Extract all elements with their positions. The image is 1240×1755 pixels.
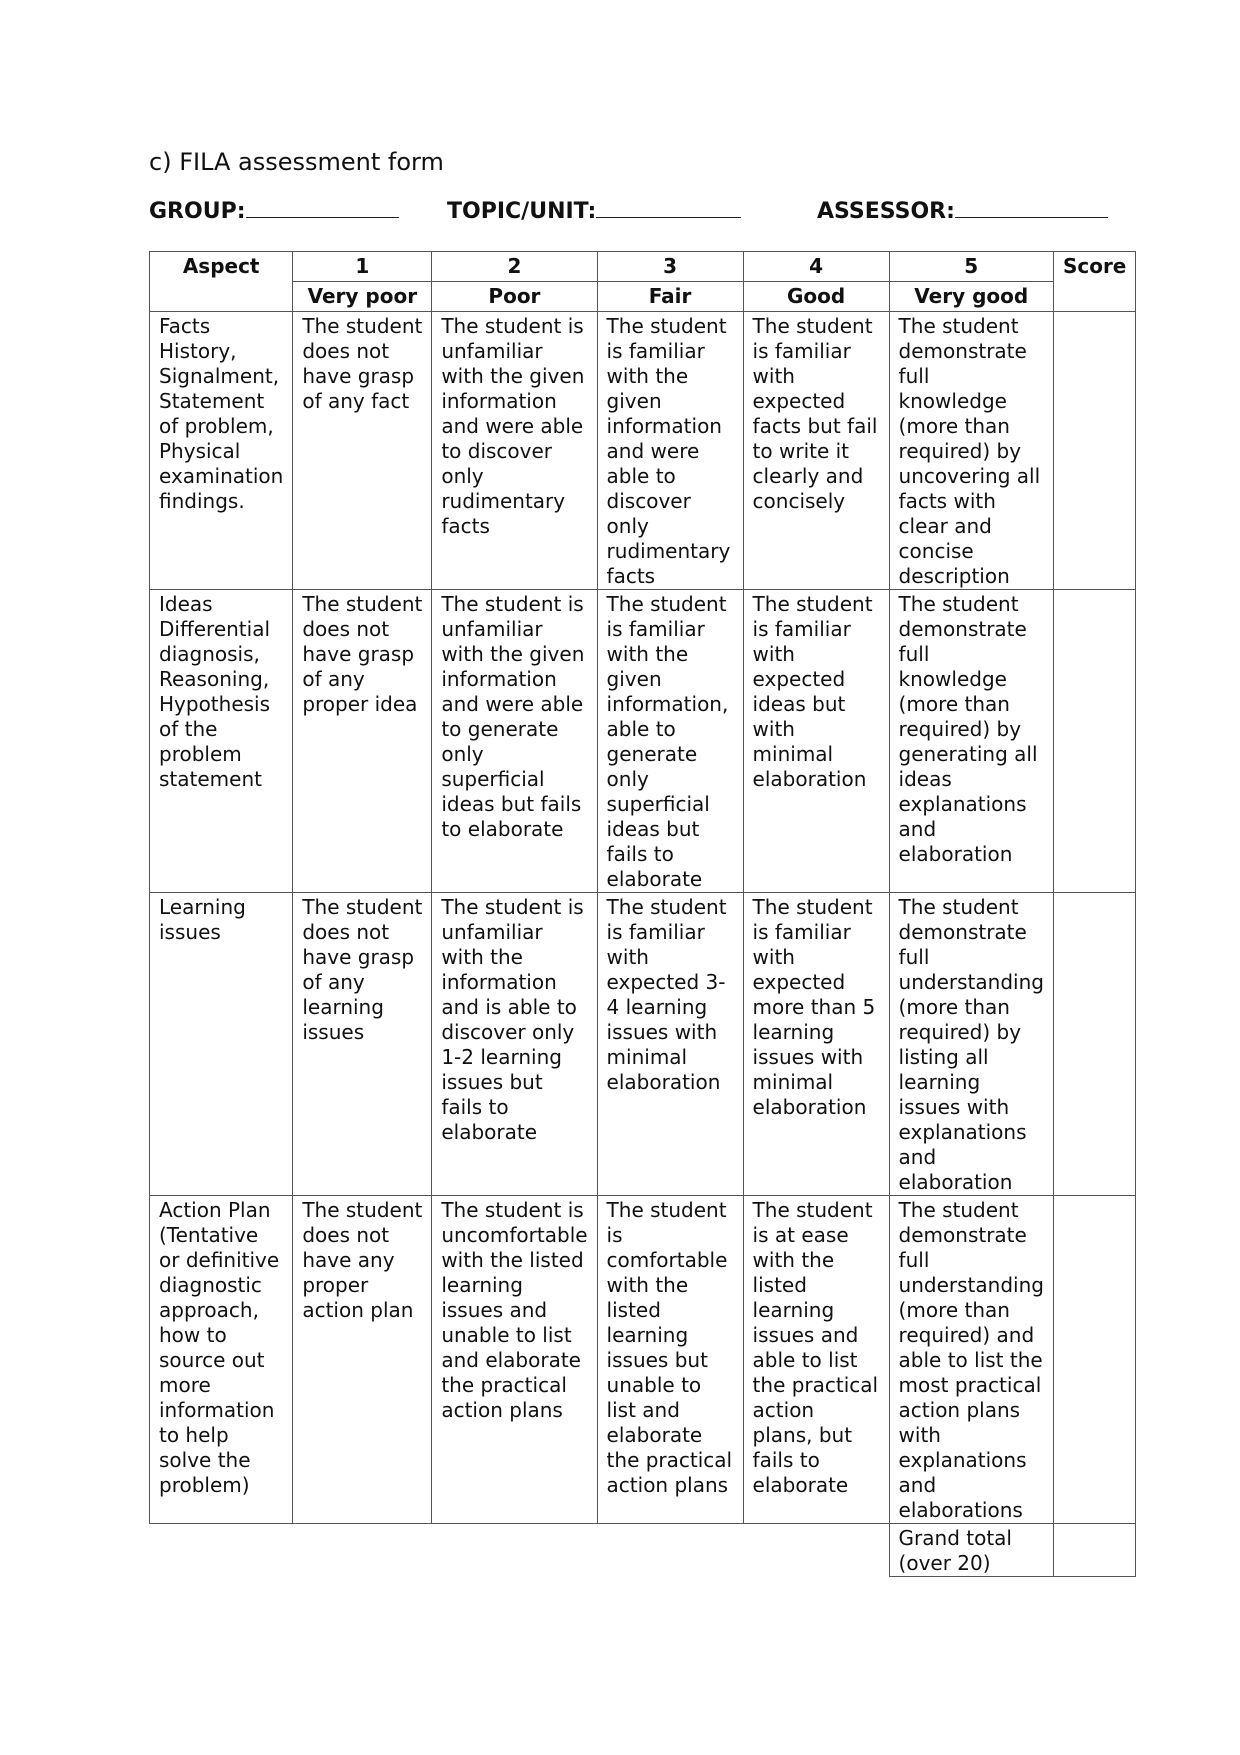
criteria-cell: The student is uncomfortable with the listed learning issues and unable to list and elaborate the practical action plans — [432, 1196, 597, 1524]
table-row-learning-issues — [150, 893, 1136, 1196]
criteria-cell: The student is unfamiliar with the given information and were able to generate only superficial ideas but fails to elaborate — [432, 590, 597, 893]
rating-good: Good — [743, 282, 889, 312]
topic-field[interactable] — [447, 199, 741, 224]
aspect-cell: Learning issues — [150, 893, 293, 1196]
rating-poor: Poor — [432, 282, 597, 312]
aspect-cell: Ideas Differential diagnosis, Reasoning, Hypothesis of the problem statement — [150, 590, 293, 893]
table-row-ideas — [150, 590, 1136, 893]
assessor-label: ASSESSOR: — [817, 199, 955, 224]
header-row-scores — [150, 252, 1136, 282]
group-blank[interactable] — [246, 199, 399, 218]
criteria-cell: The student is familiar with the given information and were able to discover only rudimentary facts — [597, 312, 743, 590]
table-row-facts — [150, 312, 1136, 590]
criteria-cell: The student is familiar with expected facts but fail to write it clearly and concisely — [743, 312, 889, 590]
grand-total-value[interactable] — [1053, 1524, 1135, 1577]
header-row-ratings — [150, 282, 1136, 312]
rating-very-poor: Very poor — [293, 282, 432, 312]
topic-label: TOPIC/UNIT: — [447, 199, 597, 224]
group-label: GROUP: — [149, 199, 246, 224]
rating-fair: Fair — [597, 282, 743, 312]
score-header-1: 1 — [293, 252, 432, 282]
rating-very-good: Very good — [889, 282, 1053, 312]
page-title: c) FILA assessment form — [149, 148, 444, 176]
score-column-header: Score — [1053, 252, 1135, 312]
criteria-cell: The student demonstrate full knowledge (more than required) by uncovering all facts with clear and concise description — [889, 312, 1053, 590]
criteria-cell: The student is at ease with the listed learning issues and able to list the practical action plans, but fails to elaborate — [743, 1196, 889, 1524]
criteria-cell: The student is familiar with expected ideas but with minimal elaboration — [743, 590, 889, 893]
table-row-action-plan — [150, 1196, 1136, 1524]
score-header-5: 5 — [889, 252, 1053, 282]
score-header-4: 4 — [743, 252, 889, 282]
criteria-cell: The student is familiar with the given information, able to generate only superficial ideas but fails to elaborate — [597, 590, 743, 893]
aspect-cell: Action Plan (Tentative or definitive diagnostic approach, how to source out more information to help solve the problem) — [150, 1196, 293, 1524]
criteria-cell: The student does not have grasp of any learning issues — [293, 893, 432, 1196]
grand-total-spacer — [150, 1524, 890, 1577]
criteria-cell: The student does not have grasp of any fact — [293, 312, 432, 590]
criteria-cell: The student is familiar with expected more than 5 learning issues with minimal elaboration — [743, 893, 889, 1196]
criteria-cell: The student does not have grasp of any proper idea — [293, 590, 432, 893]
criteria-cell: The student is comfortable with the listed learning issues but unable to list and elaborate the practical action plans — [597, 1196, 743, 1524]
criteria-cell: The student is unfamiliar with the information and is able to discover only 1-2 learning issues but fails to elaborate — [432, 893, 597, 1196]
grand-total-row — [150, 1524, 1136, 1577]
score-header-3: 3 — [597, 252, 743, 282]
topic-blank[interactable] — [596, 199, 741, 218]
score-cell[interactable] — [1053, 590, 1135, 893]
assessment-table — [149, 251, 1136, 1577]
criteria-cell: The student does not have any proper action plan — [293, 1196, 432, 1524]
assessor-field[interactable] — [817, 199, 1108, 224]
criteria-cell: The student demonstrate full understanding (more than required) and able to list the most practical action plans with explanations and elaborations — [889, 1196, 1053, 1524]
criteria-cell: The student demonstrate full understanding (more than required) by listing all learning issues with explanations and elaboration — [889, 893, 1053, 1196]
aspect-header: Aspect — [150, 252, 293, 312]
criteria-cell: The student is unfamiliar with the given information and were able to discover only rudimentary facts — [432, 312, 597, 590]
header-fields — [149, 199, 1169, 229]
aspect-cell: Facts History, Signalment, Statement of problem, Physical examination findings. — [150, 312, 293, 590]
assessor-blank[interactable] — [955, 199, 1108, 218]
score-cell[interactable] — [1053, 1196, 1135, 1524]
score-header-2: 2 — [432, 252, 597, 282]
group-field[interactable] — [149, 199, 399, 224]
score-cell[interactable] — [1053, 893, 1135, 1196]
score-cell[interactable] — [1053, 312, 1135, 590]
grand-total-label: Grand total (over 20) — [889, 1524, 1053, 1577]
criteria-cell: The student demonstrate full knowledge (more than required) by generating all ideas explanations and elaboration — [889, 590, 1053, 893]
criteria-cell: The student is familiar with expected 3-4 learning issues with minimal elaboration — [597, 893, 743, 1196]
